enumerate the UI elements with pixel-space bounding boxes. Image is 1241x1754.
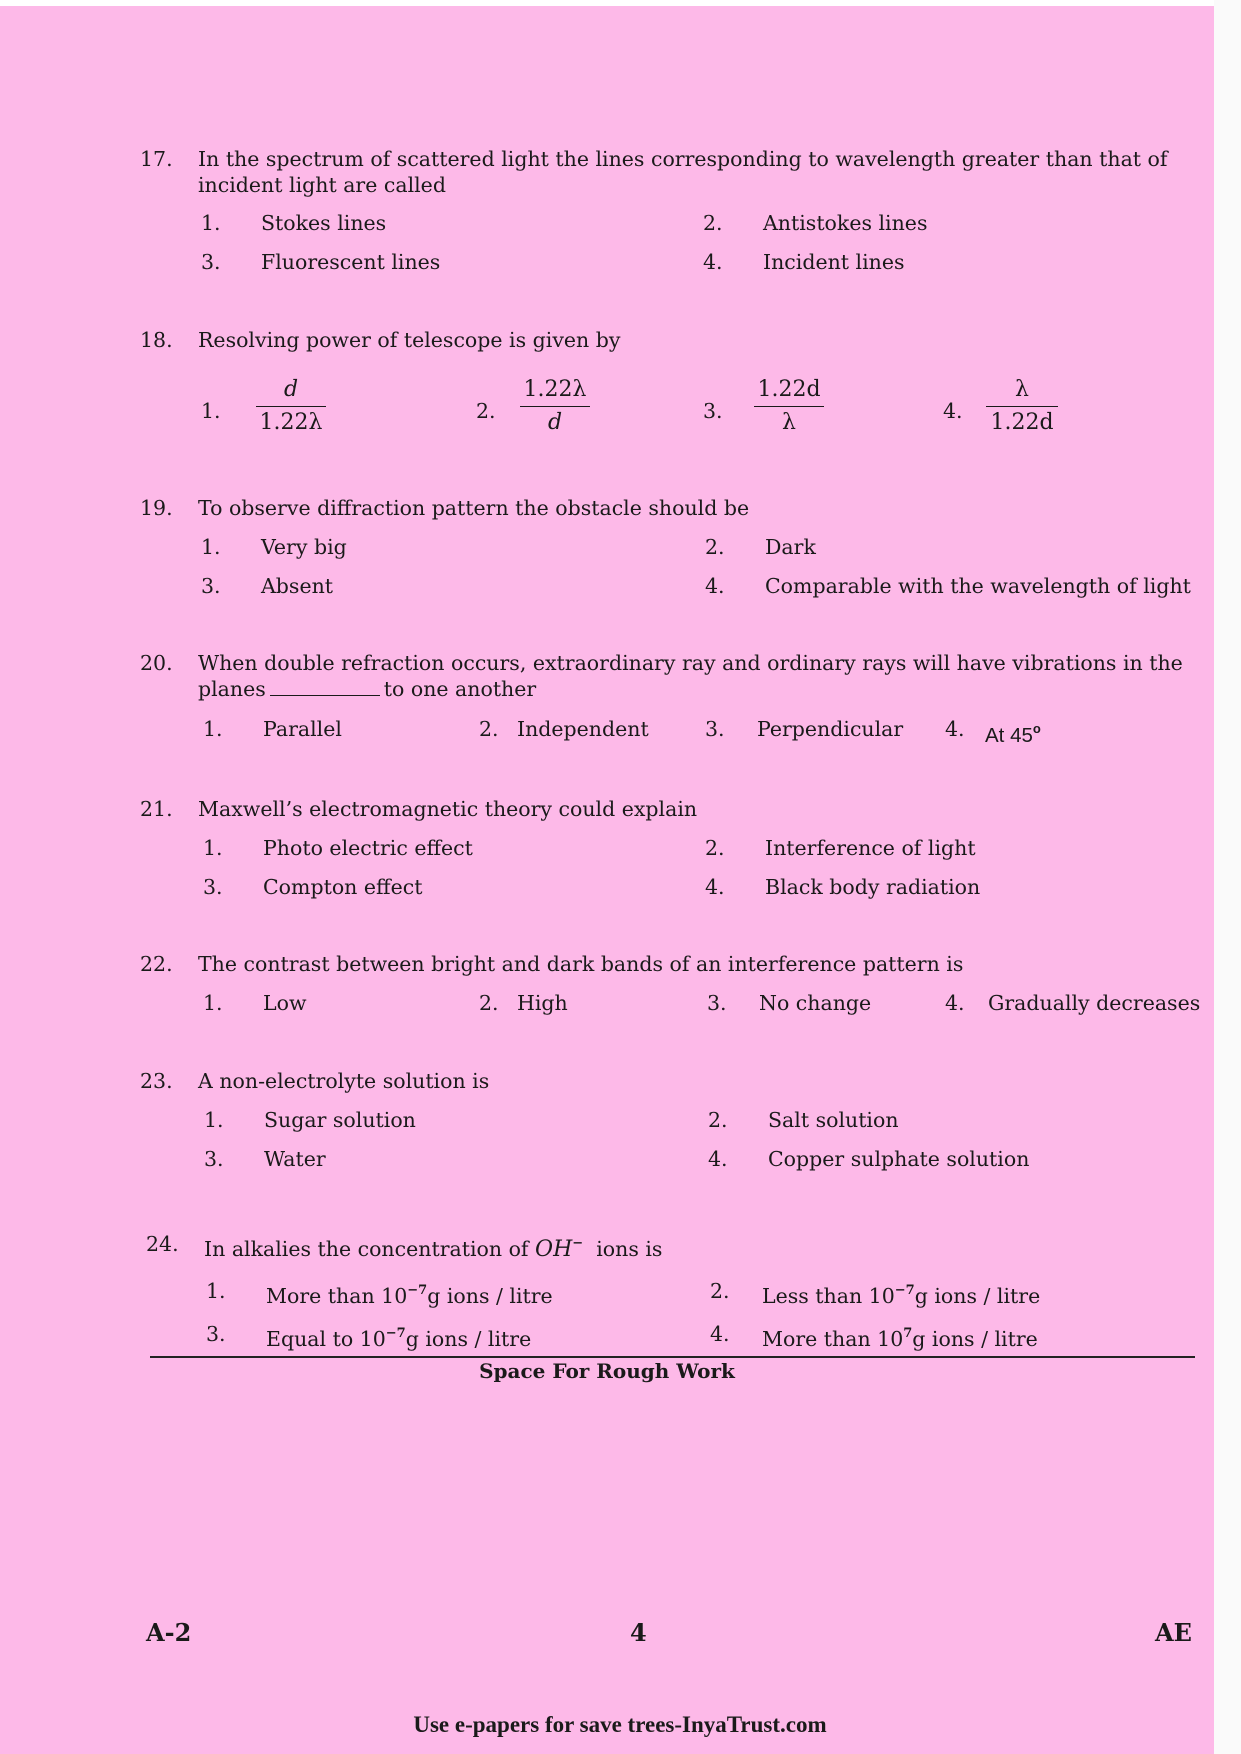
question-number: 21. (140, 797, 173, 821)
page-edge (1214, 0, 1241, 1754)
question-number: 22. (140, 952, 173, 976)
question-text: When double refraction occurs, extraordinary ray and ordinary rays will have vibrations in the planes to one another (198, 651, 1183, 701)
option-number: 4. (943, 399, 963, 423)
question-text: The contrast between bright and dark bands of an interference pattern is (198, 952, 964, 976)
watermark-note: Use e-papers for save trees-InyaTrust.com (413, 1712, 827, 1737)
option-number: 2. (476, 399, 496, 423)
question-number: 24. (146, 1232, 179, 1256)
question-number: 20. (140, 651, 173, 675)
question-number: 18. (140, 328, 173, 352)
fraction: 1.22λ d (520, 376, 590, 437)
exam-page (0, 6, 1214, 1754)
question-text: Maxwell’s electromagnetic theory could explain (198, 797, 698, 821)
divider-line (150, 1356, 1195, 1358)
question-text: In alkalies the concentration of OH− ions is (204, 1236, 663, 1262)
booklet-code: A-2 (146, 1618, 192, 1647)
question-text: In the spectrum of scattered light the lines corresponding to wavelength greater than that of incident light are called (198, 147, 1168, 197)
subject-code: AE (1155, 1618, 1192, 1647)
question-text: A non-electrolyte solution is (198, 1069, 490, 1093)
option-number: 1. (201, 399, 221, 423)
question-number: 17. (140, 147, 173, 171)
question-number: 19. (140, 496, 173, 520)
fraction: λ 1.22d (986, 376, 1058, 437)
fraction: d 1.22λ (256, 376, 326, 437)
question-number: 23. (140, 1069, 173, 1093)
page-number: 4 (630, 1618, 647, 1647)
fraction: 1.22d λ (754, 376, 824, 437)
question-text: Resolving power of telescope is given by (198, 328, 621, 352)
rough-work-heading: Space For Rough Work (479, 1359, 735, 1383)
option-number: 3. (703, 399, 723, 423)
question-text: To observe diffraction pattern the obstacle should be (198, 496, 750, 520)
blank-line (270, 677, 380, 696)
